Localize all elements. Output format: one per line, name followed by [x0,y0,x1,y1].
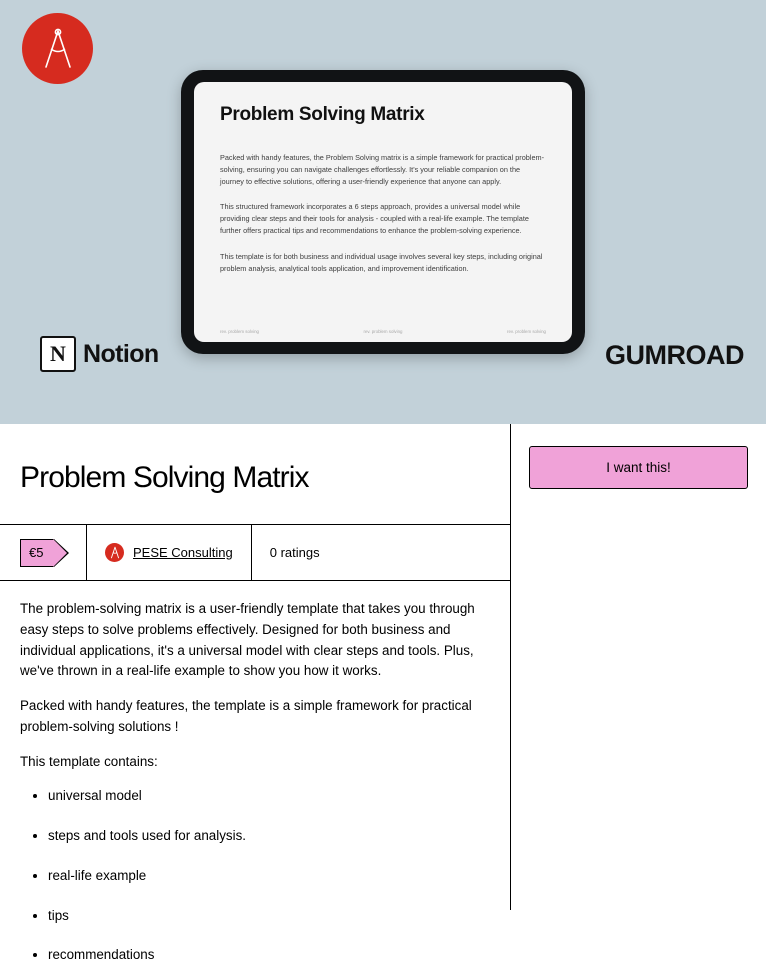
description-paragraph-1: The problem-solving matrix is a user-friendly template that takes you through easy steps to solve problems effectively. Designed for both business and individual applications, it's a universal model with clear steps and tools. Plus, we've thrown in a real-life example to show you how it works. [20,601,475,679]
preview-doc-footer-left: rev. problem solving [220,329,259,334]
hero-banner [0,0,766,424]
seller-cell[interactable] [86,525,251,580]
product-meta-row [0,525,510,581]
list-item: • real-life example [48,866,490,887]
list-item: • recommendations [48,945,490,966]
seller-avatar [105,543,124,562]
product-description [0,581,510,966]
gumroad-wordmark: GUMROAD [605,340,744,370]
preview-doc-footer-right: rev. problem solving [507,329,546,334]
description-paragraph-2: Packed with handy features, the template is a simple framework for practical problem-solving solutions ! [20,698,472,734]
compass-icon [109,546,121,559]
preview-doc-footer-center: rev. problem solving [363,329,403,334]
preview-doc-title: Problem Solving Matrix [220,104,425,125]
tablet-mockup [181,70,585,354]
purchase-column [511,424,766,910]
content-area [0,424,766,963]
list-item: • tips [48,906,490,927]
compass-icon [38,27,78,71]
page-title: Problem Solving Matrix [0,424,510,525]
list-item: • universal model [48,786,490,807]
brand-avatar [22,13,93,84]
seller-link[interactable]: PESE Consulting [133,545,233,560]
preview-doc-paragraph-2: This structured framework incorporates a 6 steps approach, provides a universal model while providing clear steps and their tools for analysis - coupled with a real-life example. The template further offers practical tips and recommendations to enhance the problem-solving experience. [220,202,529,236]
notion-wordmark: Notion [83,339,159,368]
notion-mark-icon: N [40,336,76,372]
price-badge: €5 [20,539,54,567]
product-details-column [0,424,511,963]
preview-doc-paragraph-1: Packed with handy features, the Problem Solving matrix is a simple framework for practical problem-solving, ensuring you can navigate challenges effortlessly. It's your reliable companion on the journey to effective solutions, offering a user-friendly experience that anyone can apply. [220,153,545,186]
price-cell [0,525,65,580]
list-item: • steps and tools used for analysis. [48,826,490,847]
ratings-count: 0 ratings [269,545,320,560]
notion-logo [40,336,159,372]
i-want-this-button[interactable]: I want this! [529,446,748,489]
ratings-cell[interactable] [251,525,510,580]
preview-doc-footer [220,329,546,334]
tablet-screen [194,82,572,342]
preview-doc-paragraph-3: This template is for both business and individual usage involves several key steps, including original problem analysis, analytical tools application, and improvement identification. [220,251,543,273]
description-paragraph-3: This template contains: [20,753,158,769]
description-bullet-list [20,786,490,966]
